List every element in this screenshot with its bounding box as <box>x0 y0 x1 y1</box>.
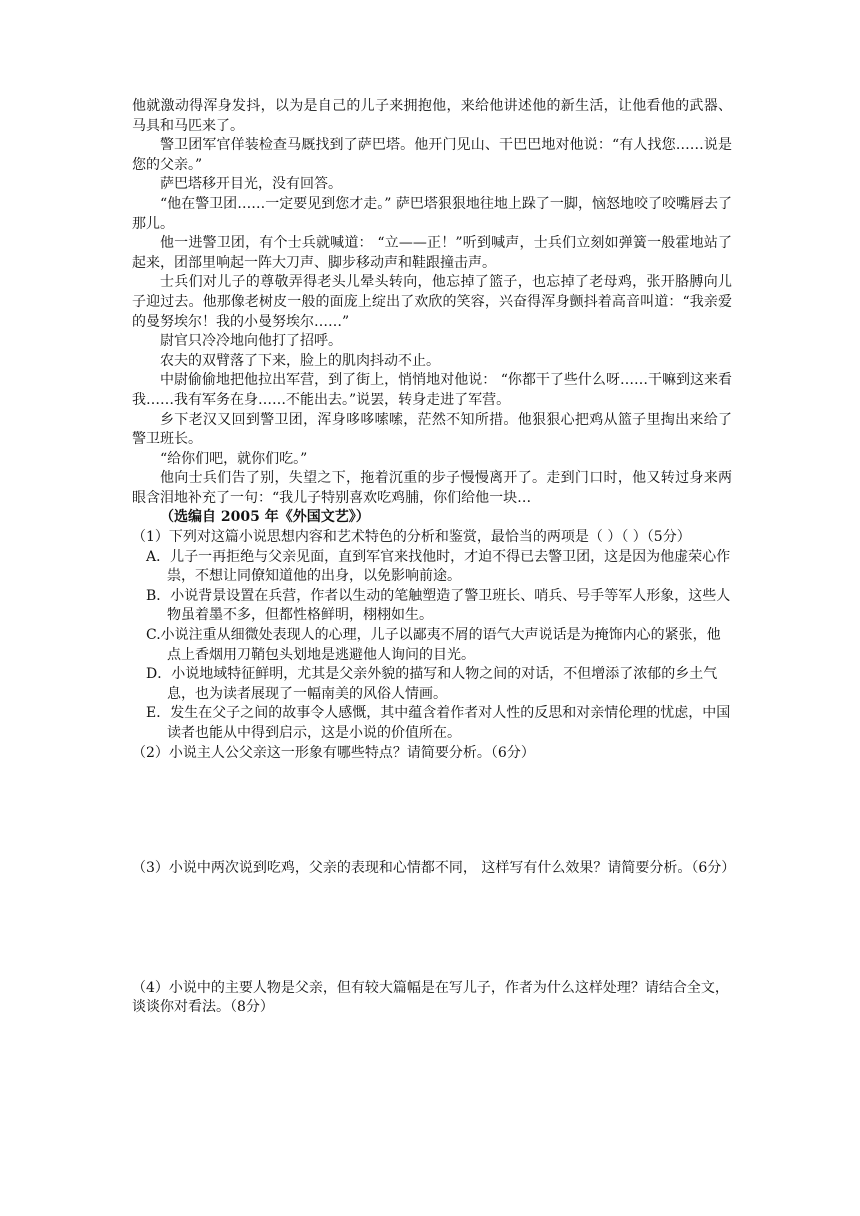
question-2: （2）小说主人公父亲这一形象有哪些特点？请简要分析。（6分） <box>132 744 535 761</box>
answer-option: A．儿子一再拒绝与父亲见面，直到军官来找他时，才迫不得已去警卫团，这是因为他虚荣心作祟，不想让同僚知道他的出身，以免影响前途。 <box>146 548 731 585</box>
question-3: （3）小说中两次说到吃鸡，父亲的表现和心情都不同， 这样写有什么效果？请简要分析。（6分） <box>132 860 736 877</box>
passage-paragraph: 警卫团军官佯装检查马厩找到了萨巴塔。他开门见山、干巴巴地对他说：“有人找您……说是您的父亲。” <box>132 137 732 173</box>
question-1-stem: （1）下列对这篇小说思想内容和艺术特色的分析和鉴赏，最恰当的两项是（ ）（ ）（5分） <box>132 529 691 546</box>
passage-paragraph: 萨巴塔移开目光，没有回答。 <box>160 176 342 193</box>
passage-paragraph: 士兵们对儿子的尊敬弄得老头儿晕头转向，他忘掉了篮子，也忘掉了老母鸡，张开胳膊向儿子迎过去。他那像老树皮一般的面庞上绽出了欢欣的笑容，兴奋得浑身颤抖着高音叫道：“我亲爱的曼努埃尔！我的小曼努埃尔……” <box>132 274 732 330</box>
passage-paragraph: 乡下老汉又回到警卫团，浑身哆哆嗦嗦，茫然不知所措。他狠狠心把鸡从篮子里掏出来给了警卫班长。 <box>132 411 732 448</box>
passage-paragraph: 他就激动得浑身发抖，以为是自己的儿子来拥抱他，来给他讲述他的新生活，让他看他的武器、马具和马匹来了。 <box>132 98 732 134</box>
passage-paragraph: 他一进警卫团，有个士兵就喊道： “立——正！”听到喊声，士兵们立刻如弹簧一般霍地站了起来，团部里响起一阵大刀声、脚步移动声和鞋跟撞击声。 <box>132 235 732 271</box>
passage-paragraph: 农夫的双臂落了下来，脸上的肌肉抖动不止。 <box>160 352 440 369</box>
answer-space-3 <box>132 879 732 979</box>
passage-paragraph: 中尉偷偷地把他拉出军营，到了街上，悄悄地对他说： “你都干了些什么呀……干嘛到这来看我……我有军务在身……不能出去。”说罢，转身走进了军营。 <box>132 372 732 408</box>
document-page <box>132 97 736 1018</box>
answer-space-2 <box>132 763 732 859</box>
question-4: （4）小说中的主要人物是父亲，但有较大篇幅是在写儿子，作者为什么这样处理？请结合全文，谈谈你对看法。（8分） <box>132 979 729 1016</box>
answer-option: E．发生在父子之间的故事令人感慨，其中蕴含着作者对人性的反思和对亲情伦理的忧虑，中国读者也能从中得到启示，这是小说的价值所在。 <box>146 705 731 741</box>
passage-paragraph: “给你们吧，就你们吃。” <box>160 450 308 467</box>
passage-paragraph: 他向士兵们告了别，失望之下，拖着沉重的步子慢慢离开了。走到门口时，他又转过身来两眼含泪地补充了一句：“我儿子特别喜欢吃鸡脯，你们给他一块… <box>132 470 732 506</box>
answer-option: D．小说地域特征鲜明，尤其是父亲外貌的描写和人物之间的对话，不但增添了浓郁的乡土气息，也为读者展现了一幅南美的风俗人情画。 <box>146 666 718 702</box>
source-citation: （选编自 2005 年《外国文艺》） <box>160 509 370 526</box>
passage-paragraph: “他在警卫团……一定要见到您才走。” 萨巴塔狠狠地往地上跺了一脚，恼怒地咬了咬嘴唇去了那儿。 <box>132 195 732 232</box>
passage-paragraph: 尉官只冷冷地向他打了招呼。 <box>160 333 342 350</box>
story-passage <box>132 97 732 508</box>
question-1-options <box>132 548 732 744</box>
answer-option: B．小说背景设置在兵营，作者以生动的笔触塑造了警卫班长、哨兵、号手等军人形象，这些人物虽着墨不多，但都性格鲜明，栩栩如生。 <box>146 587 731 624</box>
answer-option: C.小说注重从细微处表现人的心理，儿子以鄙夷不屑的语气大声说话是为掩饰内心的紧张，他点上香烟用刀鞘包头划地是逃避他人询问的目光。 <box>146 627 721 663</box>
